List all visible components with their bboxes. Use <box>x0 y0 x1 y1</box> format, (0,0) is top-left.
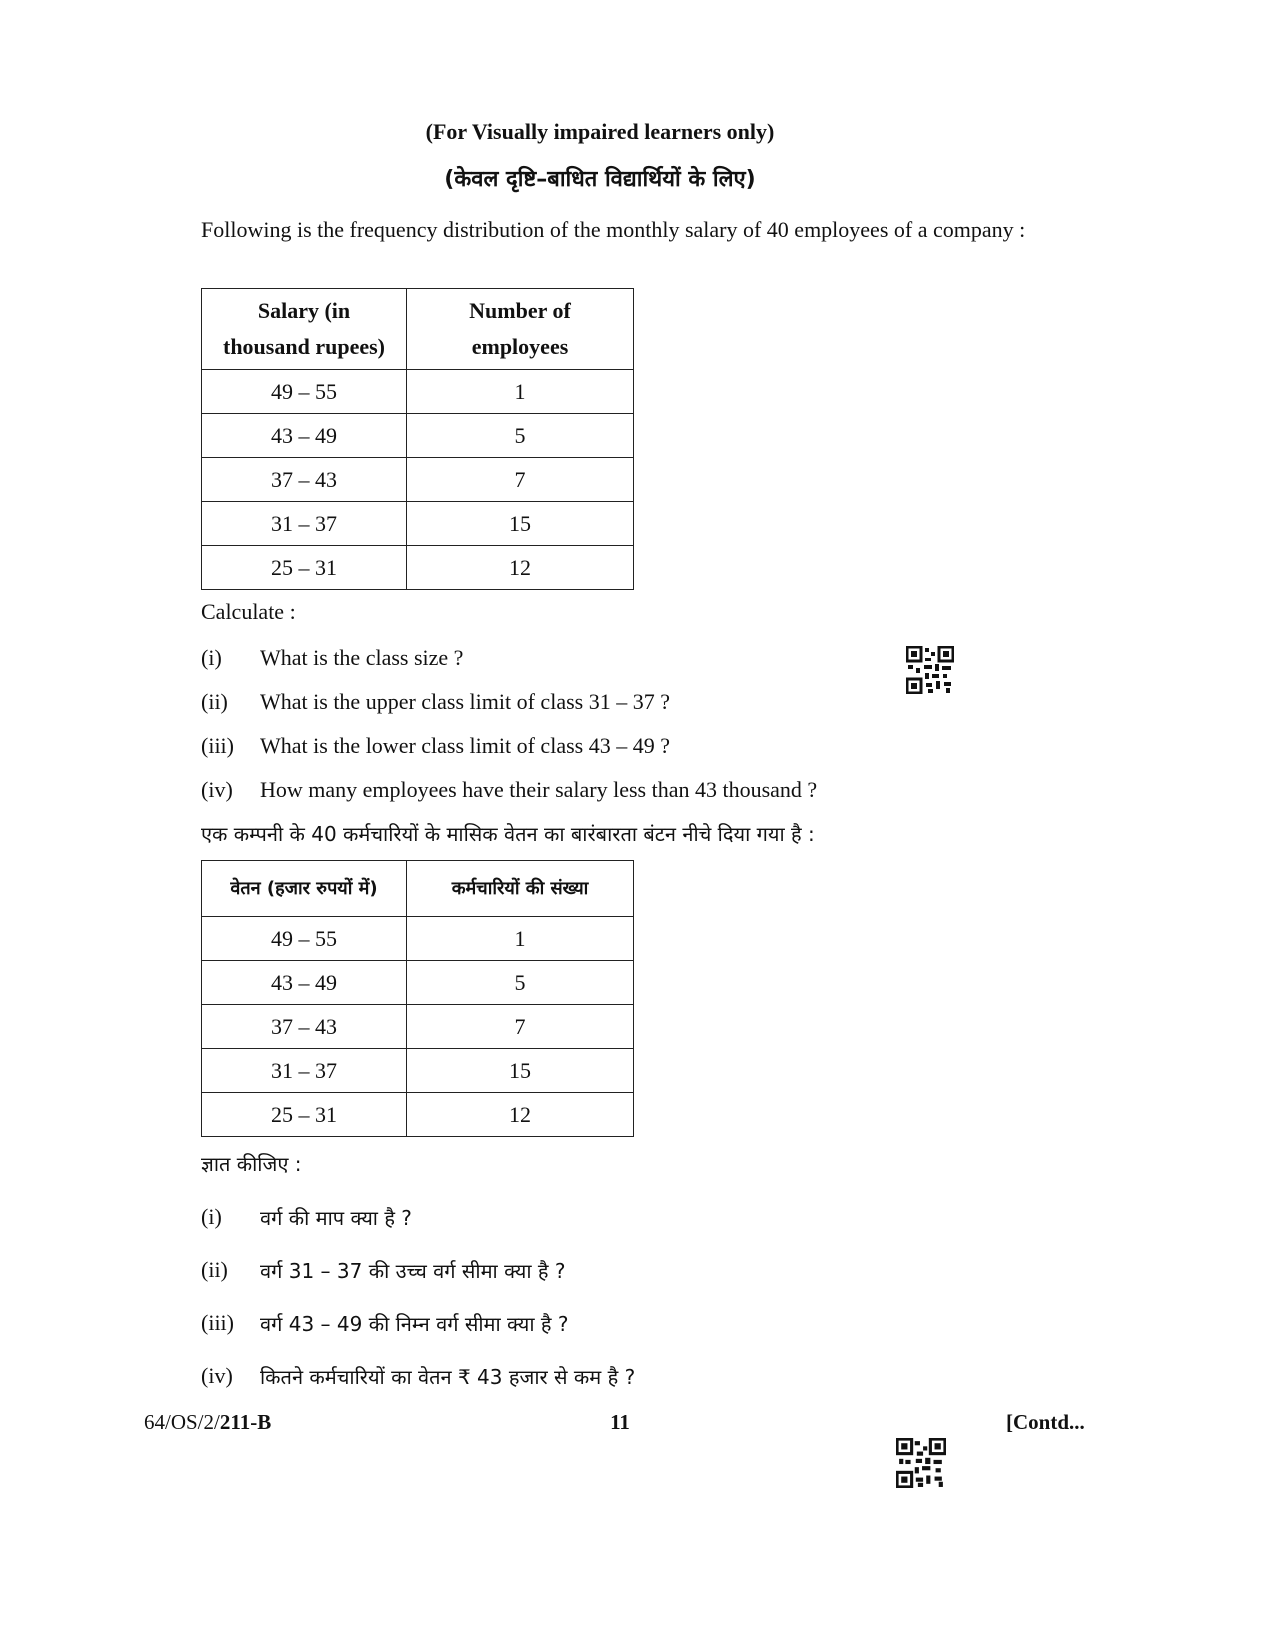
cell-count: 7 <box>407 458 634 502</box>
question-number: (ii) <box>201 689 228 714</box>
heading-hindi: (केवल दृष्टि–बाधित विद्यार्थियों के लिए) <box>444 167 756 192</box>
paper-code <box>144 1410 271 1435</box>
paper-code-prefix: 64/OS/2/ <box>144 1410 220 1434</box>
question-number: (iii) <box>201 733 234 758</box>
frequency-table-hindi <box>201 860 634 1137</box>
table-row <box>202 502 634 546</box>
table-row <box>202 546 634 590</box>
question-number: (iii) <box>201 1310 234 1335</box>
table-row <box>202 961 634 1005</box>
table-row <box>202 1093 634 1137</box>
table-header-row <box>202 289 634 370</box>
question-number: (i) <box>201 1204 222 1229</box>
question-number: (iv) <box>201 1363 233 1388</box>
question-item <box>201 1257 1001 1289</box>
frequency-table-english <box>201 288 634 590</box>
cell-count: 5 <box>407 961 634 1005</box>
cell-count: 7 <box>407 1005 634 1049</box>
calculate-label-hindi: ज्ञात कीजिए : <box>201 1152 302 1176</box>
table-row <box>202 458 634 502</box>
qr-code-icon <box>896 1438 946 1488</box>
question-item <box>201 1310 1001 1342</box>
question-number: (i) <box>201 645 222 670</box>
intro-english: Following is the frequency distribution of the monthly salary of 40 employees of a company : <box>201 217 1026 242</box>
cell-range: 49 – 55 <box>202 917 407 961</box>
question-item <box>201 1204 1001 1236</box>
cell-range: 43 – 49 <box>202 961 407 1005</box>
cell-count: 1 <box>407 370 634 414</box>
table-row <box>202 370 634 414</box>
column-header-salary: वेतन (हजार रुपयों में) <box>202 861 407 917</box>
question-text: वर्ग की माप क्या है ? <box>260 1206 412 1230</box>
question-text: वर्ग 43 – 49 की निम्न वर्ग सीमा क्या है ? <box>260 1312 569 1336</box>
column-header-employees: Number of employees <box>469 298 571 359</box>
cell-count: 5 <box>407 414 634 458</box>
table-row <box>202 917 634 961</box>
question-text: वर्ग 31 – 37 की उच्च वर्ग सीमा क्या है ? <box>260 1259 566 1283</box>
cell-range: 37 – 43 <box>202 1005 407 1049</box>
question-item <box>201 645 1001 675</box>
question-text: कितने कर्मचारियों का वेतन ₹ 43 हजार से कम है ? <box>260 1365 636 1389</box>
intro-hindi: एक कम्पनी के 40 कर्मचारियों के मासिक वेतन का बारंबारता बंटन नीचे दिया गया है : <box>201 822 815 846</box>
question-item <box>201 777 1001 807</box>
question-text: What is the class size ? <box>260 645 464 670</box>
question-text: What is the lower class limit of class 43 – 49 ? <box>260 733 670 758</box>
paper-code-bold: 211-B <box>219 1410 272 1434</box>
cell-range: 49 – 55 <box>202 370 407 414</box>
cell-count: 1 <box>407 917 634 961</box>
column-header-employees: कर्मचारियों की संख्या <box>407 861 634 917</box>
cell-count: 15 <box>407 1049 634 1093</box>
calculate-label: Calculate : <box>201 599 296 624</box>
question-text: How many employees have their salary less than 43 thousand ? <box>260 777 818 802</box>
question-item <box>201 1363 1001 1395</box>
table-header-row <box>202 861 634 917</box>
cell-count: 12 <box>407 546 634 590</box>
cell-count: 12 <box>407 1093 634 1137</box>
page-number: 11 <box>610 1410 630 1434</box>
question-number: (ii) <box>201 1257 228 1282</box>
question-text: What is the upper class limit of class 31 – 37 ? <box>260 689 670 714</box>
cell-range: 31 – 37 <box>202 1049 407 1093</box>
cell-range: 25 – 31 <box>202 1093 407 1137</box>
cell-range: 37 – 43 <box>202 458 407 502</box>
cell-range: 25 – 31 <box>202 546 407 590</box>
column-header-salary: Salary (in thousand rupees) <box>223 298 385 359</box>
question-item <box>201 733 1001 763</box>
cell-count: 15 <box>407 502 634 546</box>
question-number: (iv) <box>201 777 233 802</box>
table-row <box>202 1049 634 1093</box>
contd-label: [Contd... <box>1006 1410 1085 1434</box>
cell-range: 43 – 49 <box>202 414 407 458</box>
question-item <box>201 689 1001 719</box>
table-row <box>202 1005 634 1049</box>
heading-english: (For Visually impaired learners only) <box>425 119 775 144</box>
cell-range: 31 – 37 <box>202 502 407 546</box>
table-row <box>202 414 634 458</box>
